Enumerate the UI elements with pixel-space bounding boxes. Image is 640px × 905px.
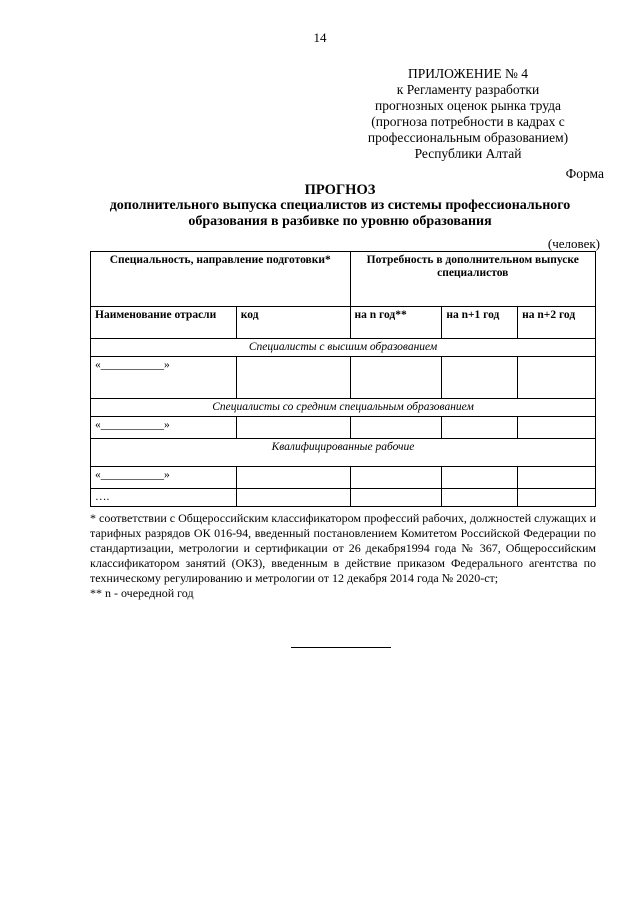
title-main: ПРОГНОЗ (304, 182, 376, 198)
col-year-n2: на n+2 год (518, 307, 596, 339)
empty-cell (518, 357, 596, 399)
section-row (91, 439, 596, 467)
placeholder-cell: «___________» (91, 357, 237, 399)
empty-cell (350, 357, 442, 399)
table-header-row (91, 252, 596, 307)
form-label: Форма (565, 166, 604, 181)
empty-cell (236, 357, 350, 399)
empty-cell (236, 489, 350, 507)
empty-cell (236, 417, 350, 439)
empty-cell (350, 417, 442, 439)
section-secondary: Специалисты со средним специальным образованием (91, 399, 596, 417)
appendix-line: профессиональным образованием) (367, 130, 569, 145)
section-higher: Специалисты с высшим образованием (91, 339, 596, 357)
table-row (91, 357, 596, 399)
page-number: 14 (313, 30, 327, 45)
table-row (91, 417, 596, 439)
empty-cell (350, 489, 442, 507)
header-specialty: Специальность, направление подготовки* (91, 252, 351, 307)
footnote-1: * соответствии с Общероссийским классификатором профессий рабочих, должностей служащих и тарифных разрядов ОК 016-94, введенный постановлением Комитетом Российской Федерации по стандартизации, метрологии и сертификации от 26 декабря1994 года № 367, Общероссийским классификатором занятий (ОКЗ), введенным в действие приказом Федерального агентства по техническому регулированию и метрологии от 12 декабря 2014 года № 2020-ст; (90, 511, 596, 585)
title-line-1: дополнительного выпуска специалистов из системы профессионального (109, 198, 571, 213)
col-name: Наименование отрасли (91, 307, 237, 339)
empty-cell (518, 417, 596, 439)
table-subheader-row (91, 307, 596, 339)
appendix-line: ПРИЛОЖЕНИЕ № 4 (407, 66, 529, 81)
forecast-table (90, 251, 596, 507)
empty-cell (442, 357, 518, 399)
section-row (91, 339, 596, 357)
empty-cell (350, 467, 442, 489)
empty-cell (236, 467, 350, 489)
col-year-n1: на n+1 год (442, 307, 518, 339)
separator-line (291, 647, 391, 648)
appendix-line: Республики Алтай (414, 146, 522, 161)
col-year-n: на n год** (350, 307, 442, 339)
section-workers: Квалифицированные рабочие (91, 439, 596, 467)
units-label: (человек) (547, 236, 600, 251)
ellipsis-cell: …. (91, 489, 237, 507)
title-line-2: образования в разбивке по уровню образования (188, 214, 492, 229)
empty-cell (518, 489, 596, 507)
appendix-line: к Регламенту разработки (396, 82, 540, 97)
document-title (40, 182, 640, 230)
header-need: Потребность в дополнительном выпуске специалистов (350, 252, 596, 307)
table-row (91, 467, 596, 489)
footnote-2: ** n - очередной год (90, 586, 194, 600)
appendix-line: прогнозных оценок рынка труда (374, 98, 562, 113)
section-row (91, 399, 596, 417)
appendix-block (330, 66, 606, 162)
col-code: код (236, 307, 350, 339)
empty-cell (518, 467, 596, 489)
placeholder-cell: «___________» (91, 417, 237, 439)
footnotes (90, 511, 596, 601)
placeholder-cell: «___________» (91, 467, 237, 489)
empty-cell (442, 489, 518, 507)
empty-cell (442, 417, 518, 439)
appendix-line: (прогноза потребности в кадрах с (371, 114, 565, 129)
empty-cell (442, 467, 518, 489)
table-row (91, 489, 596, 507)
